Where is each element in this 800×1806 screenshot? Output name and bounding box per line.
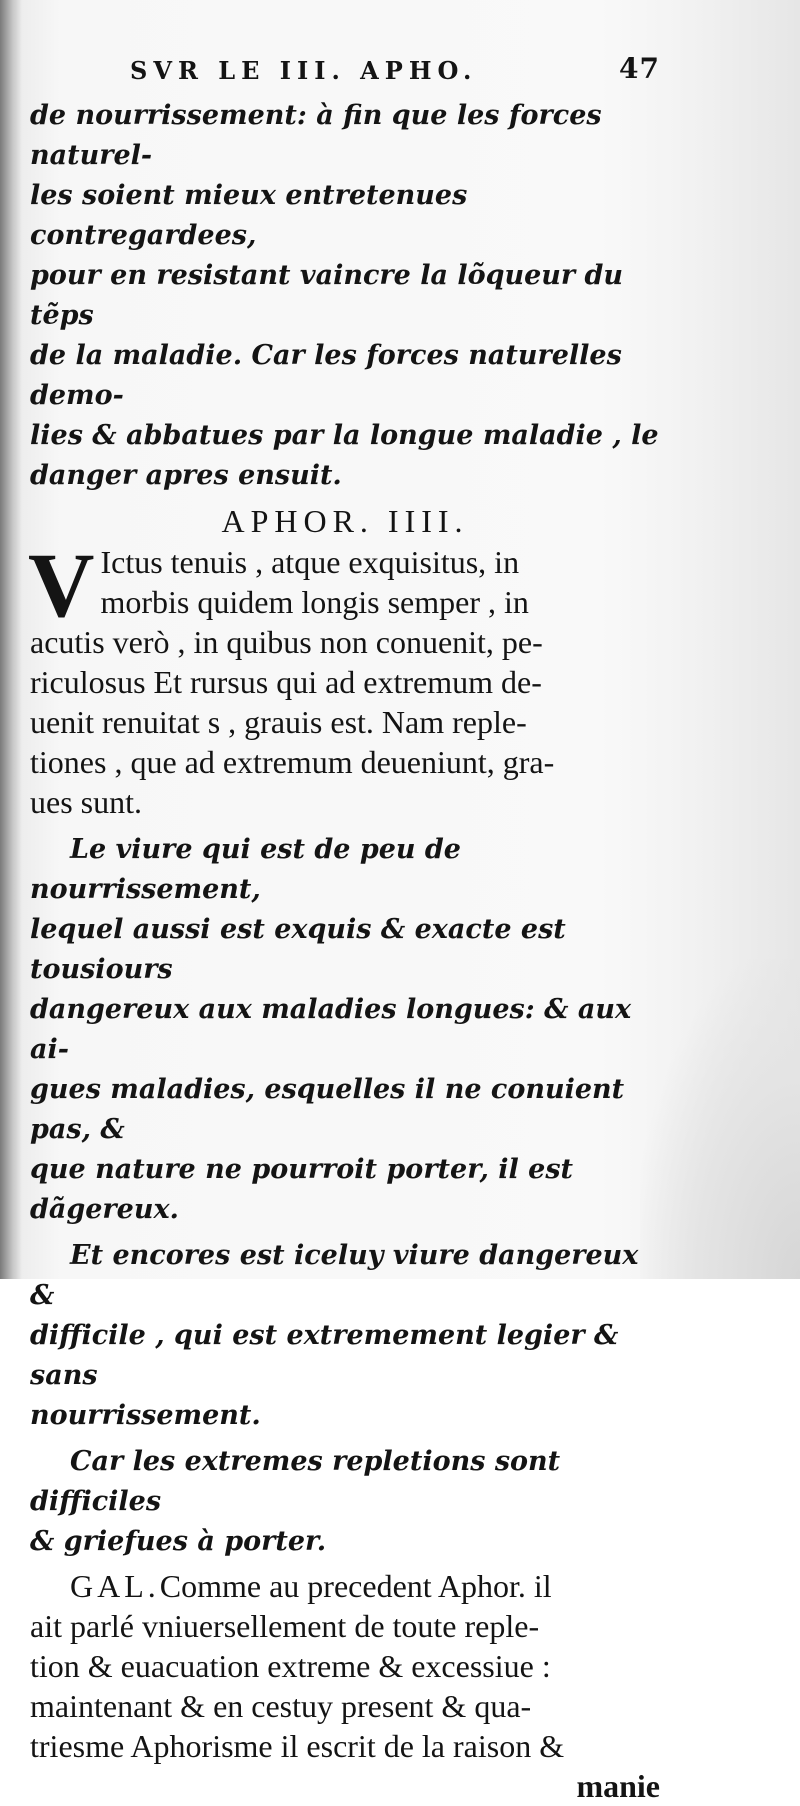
page-header (30, 52, 660, 96)
commentary-label: GAL. (70, 1568, 160, 1604)
text-line: triesme Aphorisme il escrit de la raison & (30, 1728, 565, 1764)
text-line: danger apres ensuit. (30, 460, 342, 491)
text-line: Car les extremes repletions sont difficiles (30, 1446, 561, 1517)
text-line: ait parlé vniuersellement de toute reple- (30, 1608, 540, 1644)
text-line: tion & euacuation extreme & excessiue : (30, 1648, 551, 1684)
text-line (30, 1566, 660, 1606)
translation-paragraph (30, 1442, 660, 1562)
text-line: riculosus Et rursus qui ad extremum de- (30, 664, 542, 700)
page-gutter-shadow (0, 0, 22, 1279)
latin-aphorism (28, 534, 660, 822)
page-stain (640, 959, 800, 1279)
text-line: & griefues à porter. (30, 1526, 327, 1557)
page-text (30, 52, 660, 1806)
commentary (30, 1566, 660, 1806)
translation-paragraph (30, 1236, 660, 1436)
french-intro (30, 96, 660, 496)
translation-paragraph (30, 830, 660, 1230)
text-line: pour en resistant vaincre la lõqueur du tẽps (30, 260, 624, 331)
text-line: de nourrissement: à fin que les forces naturel- (30, 100, 602, 171)
text-line: dangereux aux maladies longues: & aux ai- (30, 994, 632, 1065)
text-line: nourrissement. (30, 1400, 261, 1431)
text-line: gues maladies, esquelles il ne conuient pas, & (30, 1074, 625, 1145)
french-translation (30, 830, 660, 1562)
text-line: que nature ne pourroit porter, il est dãgereux. (30, 1154, 574, 1225)
text-line: de la maladie. Car les forces naturelles demo- (30, 340, 622, 411)
running-title: SVR LE III. APHO. (130, 56, 478, 85)
text-line: difficile , qui est extremement legier & sans (30, 1320, 619, 1391)
commentary-line: Comme au precedent Aphor. il (159, 1568, 552, 1604)
text-line: acutis verò , in quibus non conuenit, pe- (30, 624, 543, 660)
aphorism-title: APHOR. IIII. (221, 503, 469, 539)
text-line: ues sunt. (30, 784, 142, 820)
text-line: morbis quidem longis semper , in (100, 584, 529, 620)
text-line: Et encores est iceluy viure dangereux & (30, 1240, 639, 1311)
text-line: Ictus tenuis , atque exquisitus, in (100, 544, 520, 580)
text-line: uenit renuitat s , grauis est. Nam reple- (30, 704, 527, 740)
text-line: lies & abbatues par la longue maladie , le (30, 420, 659, 451)
catchword: manie (576, 1768, 660, 1804)
text-line: tiones , que ad extremum deueniunt, gra- (30, 744, 555, 780)
text-line: lequel aussi est exquis & exacte est tousiours (30, 914, 566, 985)
text-line: Le viure qui est de peu de nourrissement, (30, 834, 461, 905)
text-line: maintenant & en cestuy present & qua- (30, 1688, 532, 1724)
page-number: 47 (619, 52, 660, 85)
drop-cap: V (28, 534, 95, 636)
text-line: les soient mieux entretenues contregardees, (30, 180, 468, 251)
